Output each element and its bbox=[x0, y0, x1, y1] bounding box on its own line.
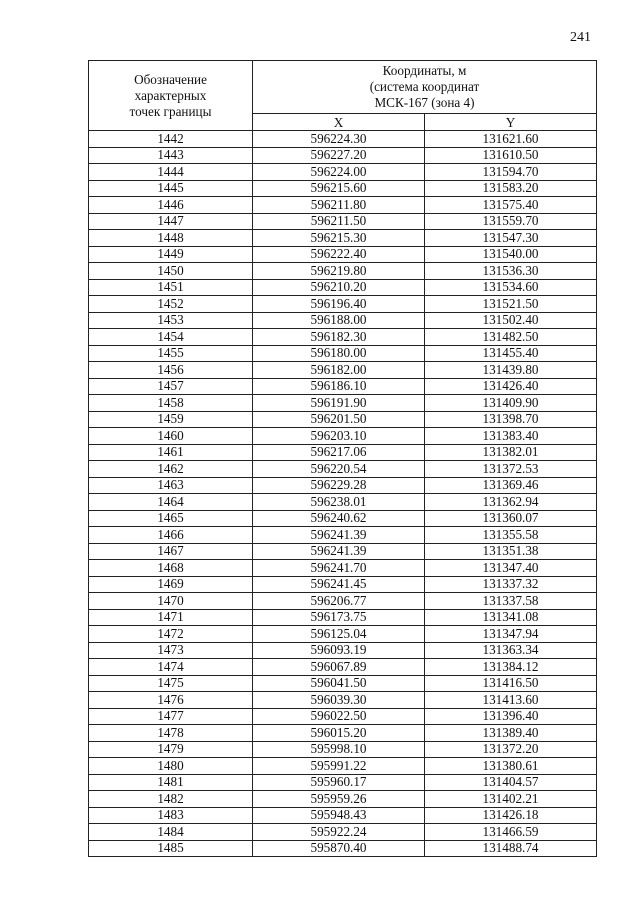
x-coordinate-cell: 596229.28 bbox=[253, 477, 425, 494]
table-row bbox=[89, 642, 597, 659]
y-coordinate-cell: 131547.30 bbox=[425, 230, 597, 247]
table-row bbox=[89, 692, 597, 709]
y-coordinate-cell: 131521.50 bbox=[425, 296, 597, 313]
table-row bbox=[89, 626, 597, 643]
x-coordinate-cell: 596215.60 bbox=[253, 180, 425, 197]
point-id-cell: 1475 bbox=[89, 675, 253, 692]
y-coordinate-cell: 131621.60 bbox=[425, 131, 597, 148]
point-id-cell: 1472 bbox=[89, 626, 253, 643]
y-coordinate-cell: 131426.18 bbox=[425, 807, 597, 824]
point-id-cell: 1480 bbox=[89, 758, 253, 775]
y-coordinate-cell: 131396.40 bbox=[425, 708, 597, 725]
table-row bbox=[89, 312, 597, 329]
point-id-cell: 1469 bbox=[89, 576, 253, 593]
coordinates-table bbox=[88, 60, 597, 857]
table-row bbox=[89, 543, 597, 560]
point-id-cell: 1452 bbox=[89, 296, 253, 313]
table-row bbox=[89, 395, 597, 412]
point-id-cell: 1485 bbox=[89, 840, 253, 857]
table-row bbox=[89, 296, 597, 313]
point-header-line: характерных bbox=[134, 87, 207, 103]
y-coordinate-cell: 131404.57 bbox=[425, 774, 597, 791]
point-id-cell: 1473 bbox=[89, 642, 253, 659]
x-coordinate-cell: 596173.75 bbox=[253, 609, 425, 626]
table-row bbox=[89, 824, 597, 841]
x-coordinate-cell: 596241.39 bbox=[253, 527, 425, 544]
y-coordinate-cell: 131337.58 bbox=[425, 593, 597, 610]
y-coordinate-cell: 131409.90 bbox=[425, 395, 597, 412]
y-coordinate-cell: 131583.20 bbox=[425, 180, 597, 197]
table-row bbox=[89, 444, 597, 461]
y-coordinate-cell: 131559.70 bbox=[425, 213, 597, 230]
point-id-cell: 1467 bbox=[89, 543, 253, 560]
point-id-cell: 1463 bbox=[89, 477, 253, 494]
x-coordinate-cell: 596215.30 bbox=[253, 230, 425, 247]
table-row bbox=[89, 411, 597, 428]
point-id-cell: 1448 bbox=[89, 230, 253, 247]
page-number: 241 bbox=[570, 30, 591, 45]
table-row bbox=[89, 708, 597, 725]
table-row bbox=[89, 362, 597, 379]
x-coordinate-cell: 596222.40 bbox=[253, 246, 425, 263]
x-coordinate-cell: 596211.50 bbox=[253, 213, 425, 230]
point-id-cell: 1481 bbox=[89, 774, 253, 791]
table-row bbox=[89, 774, 597, 791]
x-coordinate-cell: 596186.10 bbox=[253, 378, 425, 395]
table-row bbox=[89, 758, 597, 775]
x-coordinate-cell: 596191.90 bbox=[253, 395, 425, 412]
x-coordinate-cell: 596241.39 bbox=[253, 543, 425, 560]
table-row bbox=[89, 461, 597, 478]
point-id-cell: 1477 bbox=[89, 708, 253, 725]
point-id-cell: 1478 bbox=[89, 725, 253, 742]
x-coordinate-cell: 595959.26 bbox=[253, 791, 425, 808]
coords-header-line: (система координат bbox=[369, 79, 480, 94]
table-body bbox=[89, 131, 597, 857]
coords-header-line: Координаты, м bbox=[382, 63, 467, 78]
x-coordinate-cell: 596196.40 bbox=[253, 296, 425, 313]
x-coordinate-cell: 596219.80 bbox=[253, 263, 425, 280]
point-id-cell: 1465 bbox=[89, 510, 253, 527]
point-id-cell: 1461 bbox=[89, 444, 253, 461]
point-id-cell: 1474 bbox=[89, 659, 253, 676]
table-row bbox=[89, 527, 597, 544]
y-coordinate-cell: 131439.80 bbox=[425, 362, 597, 379]
x-coordinate-cell: 596125.04 bbox=[253, 626, 425, 643]
x-coordinate-cell: 596182.30 bbox=[253, 329, 425, 346]
y-coordinate-cell: 131610.50 bbox=[425, 147, 597, 164]
y-coordinate-cell: 131372.20 bbox=[425, 741, 597, 758]
table-row bbox=[89, 131, 597, 148]
y-coordinate-cell: 131466.59 bbox=[425, 824, 597, 841]
point-id-cell: 1456 bbox=[89, 362, 253, 379]
table-row bbox=[89, 197, 597, 214]
point-id-cell: 1447 bbox=[89, 213, 253, 230]
x-coordinate-cell: 596182.00 bbox=[253, 362, 425, 379]
x-column-header: X bbox=[253, 114, 425, 131]
y-coordinate-cell: 131416.50 bbox=[425, 675, 597, 692]
x-coordinate-cell: 596227.20 bbox=[253, 147, 425, 164]
point-id-cell: 1482 bbox=[89, 791, 253, 808]
x-coordinate-cell: 596039.30 bbox=[253, 692, 425, 709]
x-coordinate-cell: 596241.70 bbox=[253, 560, 425, 577]
x-coordinate-cell: 596217.06 bbox=[253, 444, 425, 461]
y-coordinate-cell: 131398.70 bbox=[425, 411, 597, 428]
y-coordinate-cell: 131369.46 bbox=[425, 477, 597, 494]
x-coordinate-cell: 596180.00 bbox=[253, 345, 425, 362]
y-coordinate-cell: 131362.94 bbox=[425, 494, 597, 511]
table-row bbox=[89, 560, 597, 577]
point-id-cell: 1470 bbox=[89, 593, 253, 610]
point-designation-header bbox=[89, 61, 253, 131]
point-id-cell: 1445 bbox=[89, 180, 253, 197]
x-coordinate-cell: 596067.89 bbox=[253, 659, 425, 676]
point-id-cell: 1479 bbox=[89, 741, 253, 758]
x-coordinate-cell: 595960.17 bbox=[253, 774, 425, 791]
y-coordinate-cell: 131380.61 bbox=[425, 758, 597, 775]
point-id-cell: 1462 bbox=[89, 461, 253, 478]
y-coordinate-cell: 131482.50 bbox=[425, 329, 597, 346]
table-row bbox=[89, 345, 597, 362]
x-coordinate-cell: 596203.10 bbox=[253, 428, 425, 445]
header-row-top bbox=[89, 61, 597, 114]
table-row bbox=[89, 741, 597, 758]
x-coordinate-cell: 596015.20 bbox=[253, 725, 425, 742]
point-id-cell: 1476 bbox=[89, 692, 253, 709]
table-row bbox=[89, 428, 597, 445]
point-id-cell: 1460 bbox=[89, 428, 253, 445]
x-coordinate-cell: 595870.40 bbox=[253, 840, 425, 857]
table-header bbox=[89, 61, 597, 131]
table-row bbox=[89, 213, 597, 230]
y-coordinate-cell: 131455.40 bbox=[425, 345, 597, 362]
y-coordinate-cell: 131426.40 bbox=[425, 378, 597, 395]
y-coordinate-cell: 131347.94 bbox=[425, 626, 597, 643]
table-row bbox=[89, 263, 597, 280]
point-id-cell: 1484 bbox=[89, 824, 253, 841]
point-id-cell: 1466 bbox=[89, 527, 253, 544]
y-coordinate-cell: 131413.60 bbox=[425, 692, 597, 709]
table-row bbox=[89, 576, 597, 593]
point-id-cell: 1444 bbox=[89, 164, 253, 181]
point-id-cell: 1457 bbox=[89, 378, 253, 395]
x-coordinate-cell: 595948.43 bbox=[253, 807, 425, 824]
coords-header-line: МСК-167 (зона 4) bbox=[374, 95, 475, 110]
table-row bbox=[89, 807, 597, 824]
x-coordinate-cell: 596041.50 bbox=[253, 675, 425, 692]
table-row bbox=[89, 279, 597, 296]
point-id-cell: 1442 bbox=[89, 131, 253, 148]
point-id-cell: 1483 bbox=[89, 807, 253, 824]
x-coordinate-cell: 596240.62 bbox=[253, 510, 425, 527]
x-coordinate-cell: 595991.22 bbox=[253, 758, 425, 775]
point-id-cell: 1453 bbox=[89, 312, 253, 329]
y-coordinate-cell: 131337.32 bbox=[425, 576, 597, 593]
y-coordinate-cell: 131360.07 bbox=[425, 510, 597, 527]
point-id-cell: 1446 bbox=[89, 197, 253, 214]
table-row bbox=[89, 164, 597, 181]
x-coordinate-cell: 596188.00 bbox=[253, 312, 425, 329]
table-row bbox=[89, 147, 597, 164]
point-id-cell: 1468 bbox=[89, 560, 253, 577]
point-id-cell: 1449 bbox=[89, 246, 253, 263]
x-coordinate-cell: 596220.54 bbox=[253, 461, 425, 478]
point-header-line: точек границы bbox=[129, 103, 212, 119]
table-row bbox=[89, 725, 597, 742]
x-coordinate-cell: 596210.20 bbox=[253, 279, 425, 296]
y-coordinate-cell: 131402.21 bbox=[425, 791, 597, 808]
y-coordinate-cell: 131536.30 bbox=[425, 263, 597, 280]
table-row bbox=[89, 494, 597, 511]
table-row bbox=[89, 675, 597, 692]
table-row bbox=[89, 510, 597, 527]
point-id-cell: 1455 bbox=[89, 345, 253, 362]
y-coordinate-cell: 131389.40 bbox=[425, 725, 597, 742]
point-header-line: Обозначение bbox=[134, 71, 207, 87]
table-row bbox=[89, 477, 597, 494]
x-coordinate-cell: 596093.19 bbox=[253, 642, 425, 659]
point-id-cell: 1464 bbox=[89, 494, 253, 511]
point-id-cell: 1450 bbox=[89, 263, 253, 280]
x-coordinate-cell: 596201.50 bbox=[253, 411, 425, 428]
y-coordinate-cell: 131540.00 bbox=[425, 246, 597, 263]
x-coordinate-cell: 596238.01 bbox=[253, 494, 425, 511]
table-row bbox=[89, 609, 597, 626]
y-coordinate-cell: 131347.40 bbox=[425, 560, 597, 577]
table-row bbox=[89, 230, 597, 247]
x-coordinate-cell: 596241.45 bbox=[253, 576, 425, 593]
coordinates-group-header bbox=[253, 61, 597, 114]
y-coordinate-cell: 131594.70 bbox=[425, 164, 597, 181]
y-coordinate-cell: 131383.40 bbox=[425, 428, 597, 445]
y-coordinate-cell: 131575.40 bbox=[425, 197, 597, 214]
x-coordinate-cell: 596224.00 bbox=[253, 164, 425, 181]
y-coordinate-cell: 131355.58 bbox=[425, 527, 597, 544]
y-coordinate-cell: 131341.08 bbox=[425, 609, 597, 626]
table-row bbox=[89, 840, 597, 857]
table-row bbox=[89, 246, 597, 263]
x-coordinate-cell: 596022.50 bbox=[253, 708, 425, 725]
x-coordinate-cell: 596224.30 bbox=[253, 131, 425, 148]
x-coordinate-cell: 596206.77 bbox=[253, 593, 425, 610]
point-id-cell: 1443 bbox=[89, 147, 253, 164]
y-coordinate-cell: 131502.40 bbox=[425, 312, 597, 329]
y-coordinate-cell: 131351.38 bbox=[425, 543, 597, 560]
point-id-cell: 1459 bbox=[89, 411, 253, 428]
y-coordinate-cell: 131382.01 bbox=[425, 444, 597, 461]
y-coordinate-cell: 131363.34 bbox=[425, 642, 597, 659]
table-row bbox=[89, 593, 597, 610]
table-row bbox=[89, 659, 597, 676]
y-column-header: Y bbox=[425, 114, 597, 131]
x-coordinate-cell: 595998.10 bbox=[253, 741, 425, 758]
table-row bbox=[89, 329, 597, 346]
table-row bbox=[89, 791, 597, 808]
point-id-cell: 1458 bbox=[89, 395, 253, 412]
x-coordinate-cell: 595922.24 bbox=[253, 824, 425, 841]
table-row bbox=[89, 180, 597, 197]
point-id-cell: 1471 bbox=[89, 609, 253, 626]
y-coordinate-cell: 131488.74 bbox=[425, 840, 597, 857]
x-coordinate-cell: 596211.80 bbox=[253, 197, 425, 214]
table-row bbox=[89, 378, 597, 395]
y-coordinate-cell: 131384.12 bbox=[425, 659, 597, 676]
point-id-cell: 1454 bbox=[89, 329, 253, 346]
point-id-cell: 1451 bbox=[89, 279, 253, 296]
y-coordinate-cell: 131372.53 bbox=[425, 461, 597, 478]
y-coordinate-cell: 131534.60 bbox=[425, 279, 597, 296]
